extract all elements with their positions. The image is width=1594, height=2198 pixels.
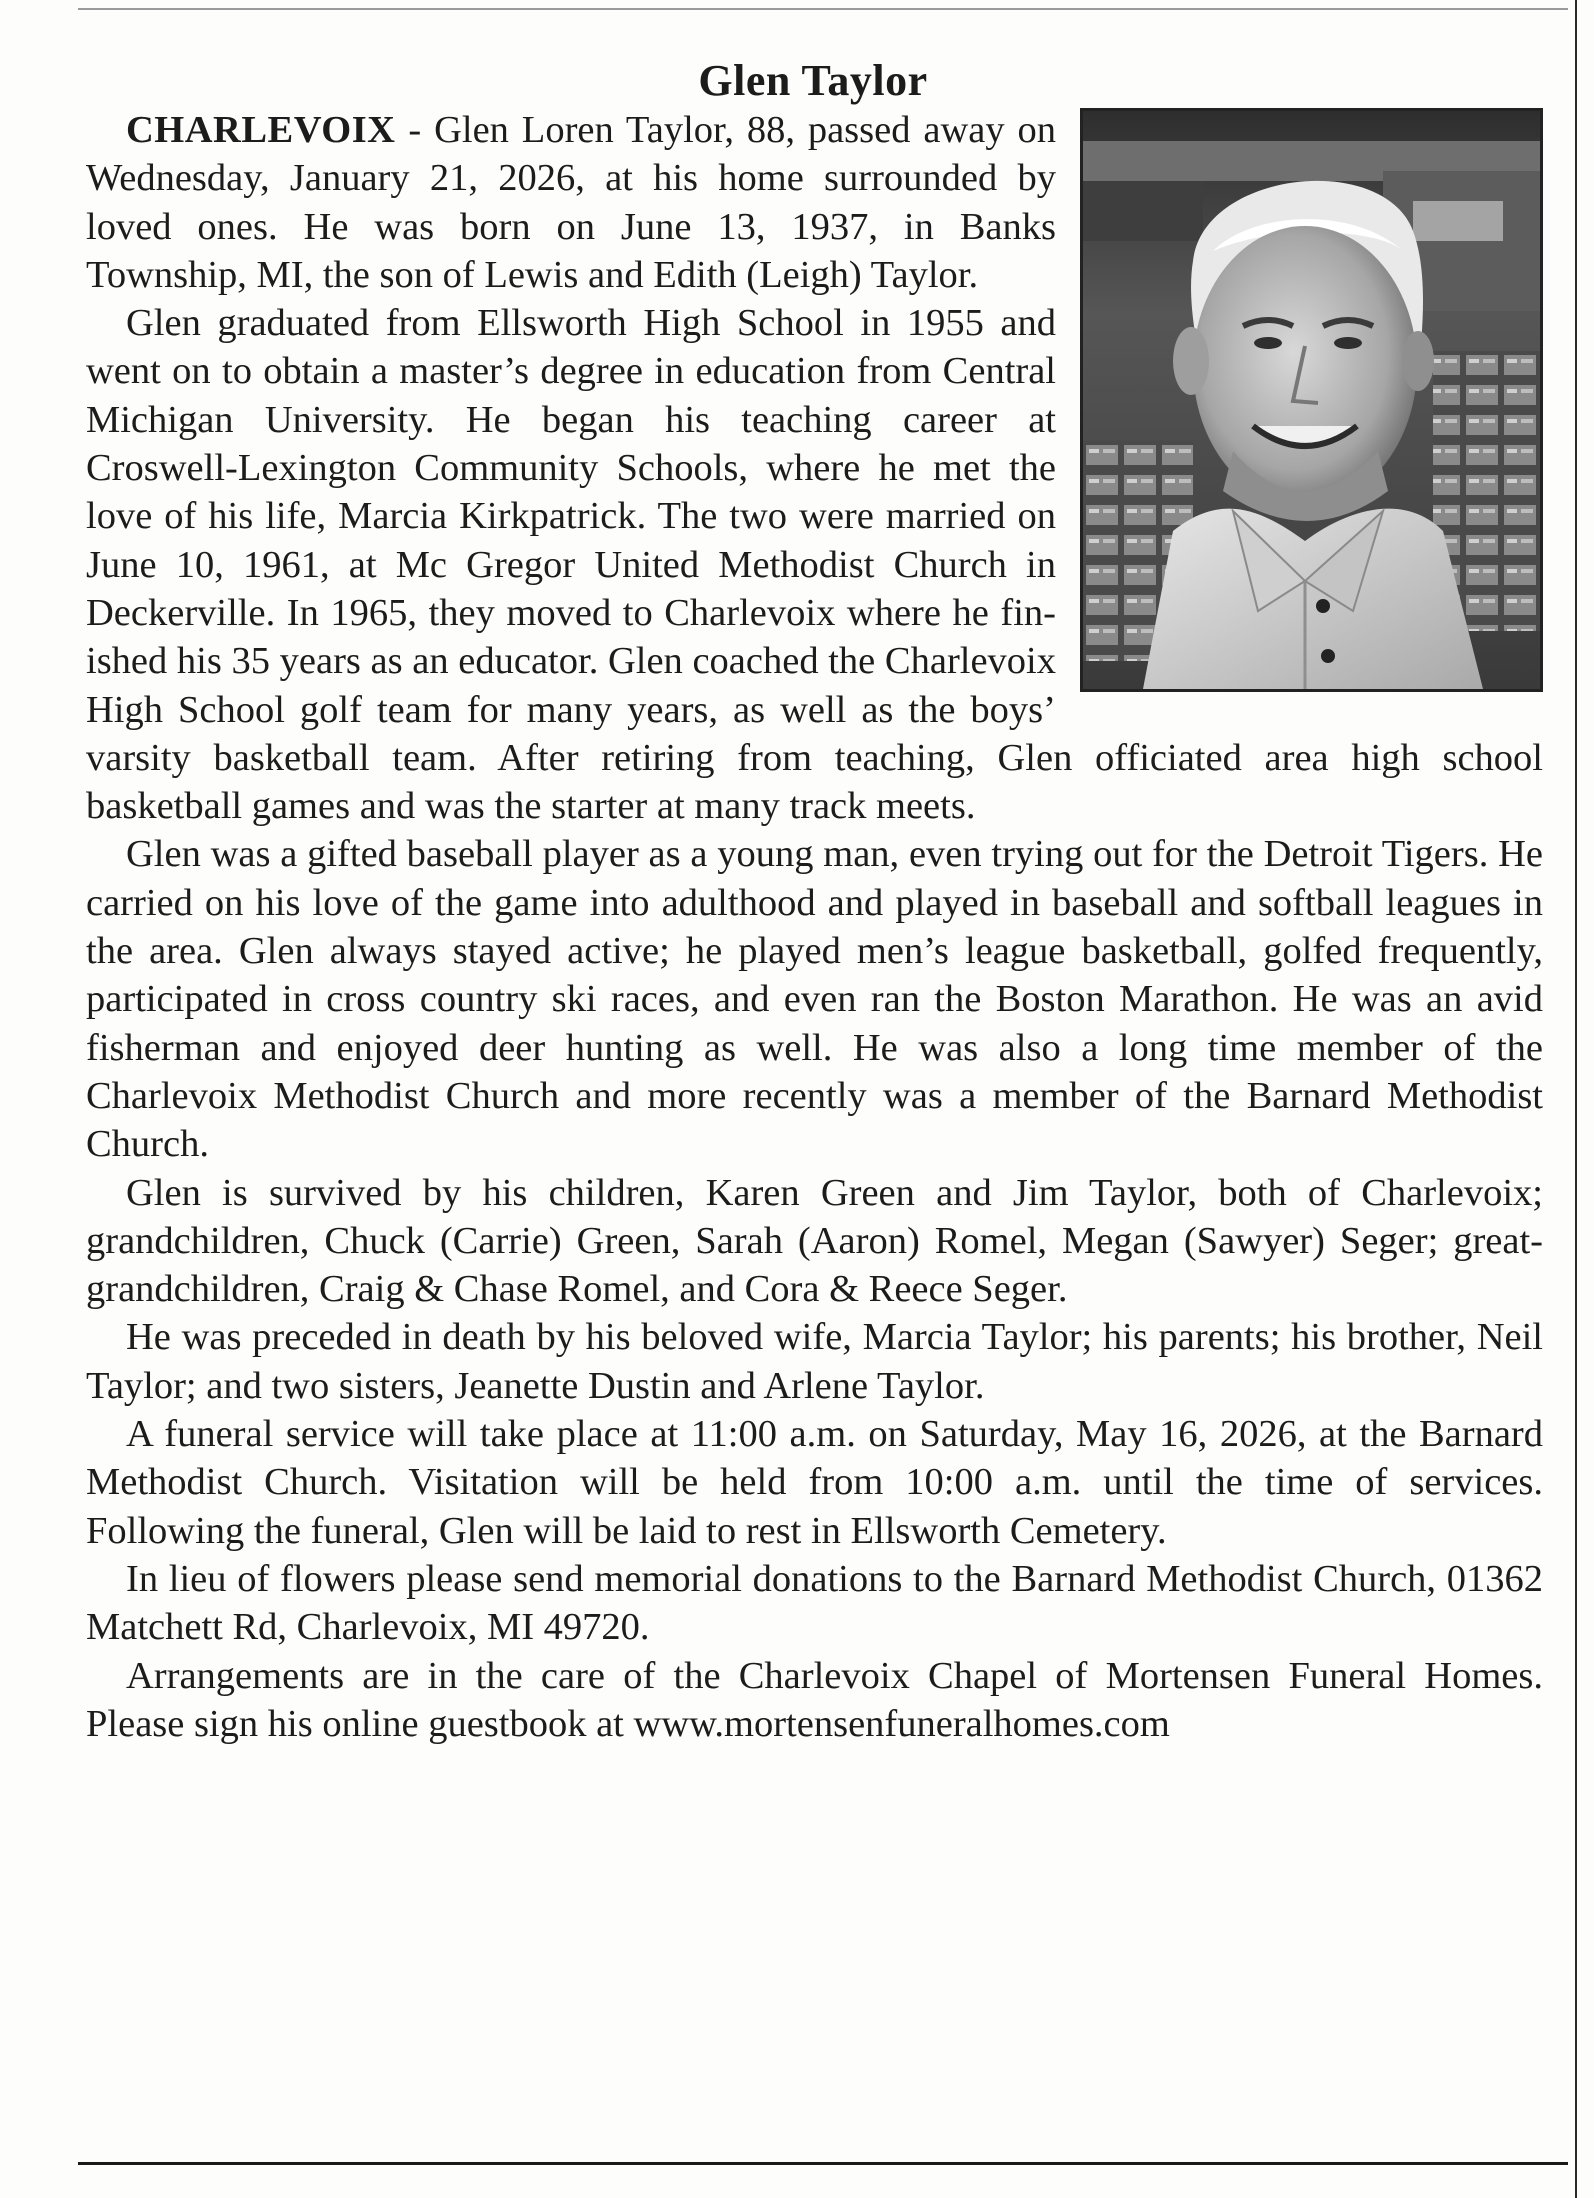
obituary-paragraph: He was preceded in death by his beloved wife, Marcia Taylor; his parents; his brother, Neil Taylor; and two sisters, Jeanette Dustin and Arlene Taylor. xyxy=(86,1316,1543,1407)
obituary-title: Glen Taylor xyxy=(698,56,928,106)
obituary-paragraph: Glen was a gifted baseball player as a young man, even trying out for the Detroit Tigers. He carried on his love of the game into adulthood and played in baseball and softball leagues in the area. Glen always stayed active; he played men’s league basketball, golfed frequently, participated in cross country ski races, and even ran the Boston Marathon. He was an avid fisherman and enjoyed deer hunting as well. He was also a long time member of the Charlevoix Methodist Church and more recently was a member of the Barnard Methodist Church. xyxy=(86,833,1543,1166)
dateline: CHARLEVOIX xyxy=(126,109,396,151)
obituary-paragraph: In lieu of flowers please send memorial donations to the Barnard Methodist Church, 01362 Matchett Rd, Charlevoix, MI 49720. xyxy=(86,1557,1543,1649)
obituary-paragraph: Arrangements are in the care of the Charlevoix Chapel of Mortensen Funeral Homes. Please sign his online guestbook at www.mortensenfuneralhomes.com xyxy=(86,1654,1543,1745)
obituary-paragraph: Glen graduated from Ellsworth High School in 1955 and went on to obtain a master’s degree in education from Central Michigan University. He began his teaching career at Croswell-Lexington Community Schools, where he met the love of his life, Marcia Kirkpatrick. The two were married on June 10, 1961, at Mc Gregor United Methodist Church in Deckerville. In 1965, they moved to Charlevoix where he finished his 35 years as an educator. Glen coached the Charlevoix High School golf team for many years, as well as the boys’ varsity basketball team. After retiring from teaching, Glen officiated area high school basketball games and was the starter at many track meets. xyxy=(86,302,1543,828)
top-rule xyxy=(78,8,1568,10)
portrait-photo xyxy=(1080,108,1543,692)
obituary-body xyxy=(86,106,1543,1748)
obituary-paragraph: A funeral service will take place at 11:00 a.m. on Saturday, May 16, 2026, at the Barnard Methodist Church. Visitation will be held from 10:00 a.m. until the time of services. Following the funeral, Glen will be laid to rest in Ellsworth Cemetery. xyxy=(86,1413,1543,1552)
obituary-paragraph: Glen is survived by his children, Karen Green and Jim Taylor, both of Charlevoix; grandchildren, Chuck (Carrie) Green, Sarah (Aaron) Romel, Megan (Sawyer) Seger; great-grandchildren, Craig & Chase Romel, and Cora & Reece Seger. xyxy=(86,1171,1543,1311)
portrait-image xyxy=(1083,111,1540,689)
column-rule xyxy=(1575,0,1577,2198)
bottom-rule xyxy=(78,2162,1568,2165)
paragraph-text: - Glen Loren Taylor, 88, passed away on Wednesday, January 21, 2026, at his home surrounded by loved ones. He was born on June 13, 1937, in Banks Township, MI, the son of Lewis and Edith (Leigh) Taylor. xyxy=(86,109,1056,296)
